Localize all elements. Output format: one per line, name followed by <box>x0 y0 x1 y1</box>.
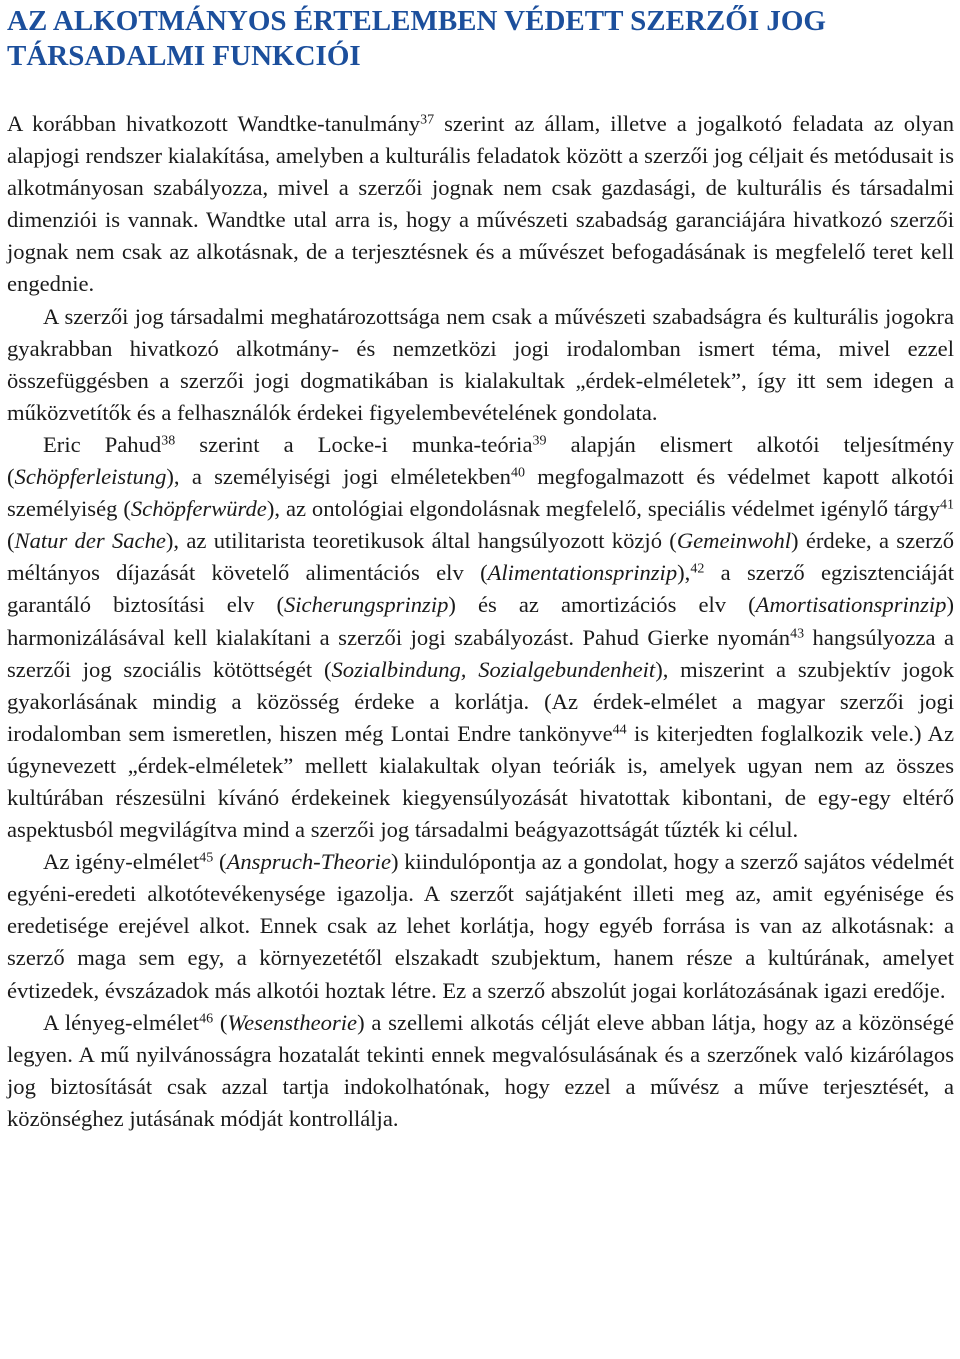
footnote-ref: 37 <box>420 112 435 128</box>
italic-term: Anspruch-Theorie <box>226 849 391 875</box>
paragraph <box>7 846 954 1006</box>
text-run: ), <box>677 560 691 586</box>
text-run: alapján elismert alkotói teljesítmény ( <box>7 431 954 490</box>
text-run: ( <box>213 849 227 875</box>
text-run: szerint a Locke-i munka-teória <box>175 431 533 457</box>
text-run: is kiterjedten foglalkozik vele.) Az úgynevezett „érdek-elméletek” mellett kialakultak olyan teóriák is, amelyek ugyan nem az összes kultúrában részesülni kívánó érdekeinek kiegyensúlyozását hivatottak kibontani, de egy-egy eltérő aspektusból megvilágítva mind a szerzői jog társadalmi beágyazottságát tűzték ki célul. <box>7 720 954 843</box>
text-run: ) kiindulópontja az a gondolat, hogy a szerző sajátos védelmét egyéni-eredeti alkotótevékenysége igazolja. A szerzőt sajátjaként illeti meg az, amit egyénisége és eredetisége erejével alkot. Ennek csak az lehet korlátja, hogy egyéb forrása is van az alkotásnak: a szerző maga sem egy, a környezetétől elszakadt szubjektum, hanem része a kultúrának, amelyet évtizedek, évszázadok más alkotói hoztak létre. Ez a szerző abszolút jogai korlátozásának igazi eredője. <box>7 849 954 1003</box>
text-run: A szerzői jog társadalmi meghatározottsága nem csak a művészeti szabadságra és kulturális jogokra gyakrabban hivatkozó alkotmány- és nemzetközi jogi irodalomban ismert téma, mivel ezzel összefüggésben a szerzői jogi dogmatikában is kialakultak „érdek-elméletek”, így itt sem idegen a műközvetítők és a felhasználók érdekei figyelembevételének gondolata. <box>7 303 954 425</box>
text-run: ) a szellemi alkotás célját eleve abban látja, hogy az a közönségé legyen. A mű nyilvánosságra hozatalát tekinti ennek megvalósulásának és a szerzőnek való kizárólagos jog biztosítását csak azzal tartja indokolhatónak, hogy ezzel a művész a műve terjesztését, a közönséghez jutásának módját kontrollálja. <box>7 1009 954 1131</box>
footnote-ref: 43 <box>790 625 805 641</box>
italic-term: Gemeinwohl <box>676 528 792 554</box>
italic-term: Schöpferwürde <box>130 496 267 522</box>
paragraph <box>7 301 954 429</box>
text-run: ) érdeke, a szerző méltányos díjazását követelő alimentációs elv ( <box>7 528 954 586</box>
footnote-ref: 46 <box>199 1010 214 1026</box>
paragraph <box>7 108 954 301</box>
text-run: ), miszerint a szubjektív jogok gyakorlásának mindig a közösség érdeke a korlátja. (Az érdek-elmélet a magyar szerzői jogi irodalomban sem ismeretlen, hiszen még Lontai Endre tankönyve <box>7 656 954 746</box>
footnote-ref: 40 <box>510 465 525 481</box>
text-run: ), az utilitarista teoretikusok által hangsúlyozott közjó ( <box>165 528 677 554</box>
text-run: a szerző egzisztenciáját garantáló biztosítási elv ( <box>7 560 954 618</box>
text-run: ( <box>213 1009 228 1035</box>
footnote-ref: 39 <box>532 433 547 449</box>
italic-term: Sicherungsprinzip <box>283 592 449 618</box>
italic-term: Natur der Sache <box>14 528 166 554</box>
italic-term: Amortisationsprinzip <box>755 592 947 618</box>
text-run: Eric Pahud <box>43 431 162 457</box>
footnote-ref: 41 <box>940 497 954 513</box>
text-run: ( <box>7 528 15 554</box>
body-text <box>7 108 954 1135</box>
footnote-ref: 45 <box>199 850 214 866</box>
paragraph <box>7 1007 954 1135</box>
footnote-ref: 38 <box>161 433 176 449</box>
footnote-ref: 42 <box>690 561 705 577</box>
text-run: szerint az állam, illetve a jogalkotó feladata az olyan alapjogi rendszer kialakítása, amelyben a kulturális feladatok között a szerzői jog céljait és metódusait is alkotmányosan szabályozza, mivel a szerzői jognak nem csak gazdasági, de kulturális és társadalmi dimenziói is vannak. Wandtke utal arra is, hogy a művészeti szabadság garanciájára hivatkozó szerzői jognak nem csak az alkotásnak, de a terjesztésnek és a művészet befogadásának is megfelelő teret kell engednie. <box>7 111 954 297</box>
italic-term: Wesenstheorie <box>227 1009 358 1035</box>
text-run: ), a személyiségi jogi elméletekben <box>166 464 511 490</box>
section-title: AZ ALKOTMÁNYOS ÉRTELEMBEN VÉDETT SZERZŐI JOG TÁRSADALMI FUNKCIÓI <box>7 5 826 72</box>
paragraph <box>7 429 954 846</box>
text-run: ) és az amortizációs elv ( <box>448 592 756 618</box>
text-run: A korábban hivatkozott Wandtke-tanulmány <box>7 111 421 136</box>
text-run: A lényeg-elmélet <box>43 1009 200 1035</box>
footnote-ref: 44 <box>612 722 627 738</box>
text-run: ) harmonizálásával kell kialakítani a szerzői jogi szabályozást. Pahud Gierke nyomán <box>7 592 954 650</box>
text-run: megfogalmazott és védelmet kapott alkotói személyiség ( <box>7 464 954 522</box>
italic-term: Sozialbindung, Sozialgebundenheit <box>331 656 656 682</box>
italic-term: Alimentationsprinzip <box>487 560 678 586</box>
text-run: Az igény-elmélet <box>43 849 200 875</box>
italic-term: Schöpferleistung <box>14 464 167 490</box>
text-run: ), az ontológiai elgondolásnak megfelelő, speciális védelmet igénylő tárgy <box>266 496 940 522</box>
text-run: hangsúlyozza a szerzői jog szociális kötöttségét ( <box>7 624 955 682</box>
